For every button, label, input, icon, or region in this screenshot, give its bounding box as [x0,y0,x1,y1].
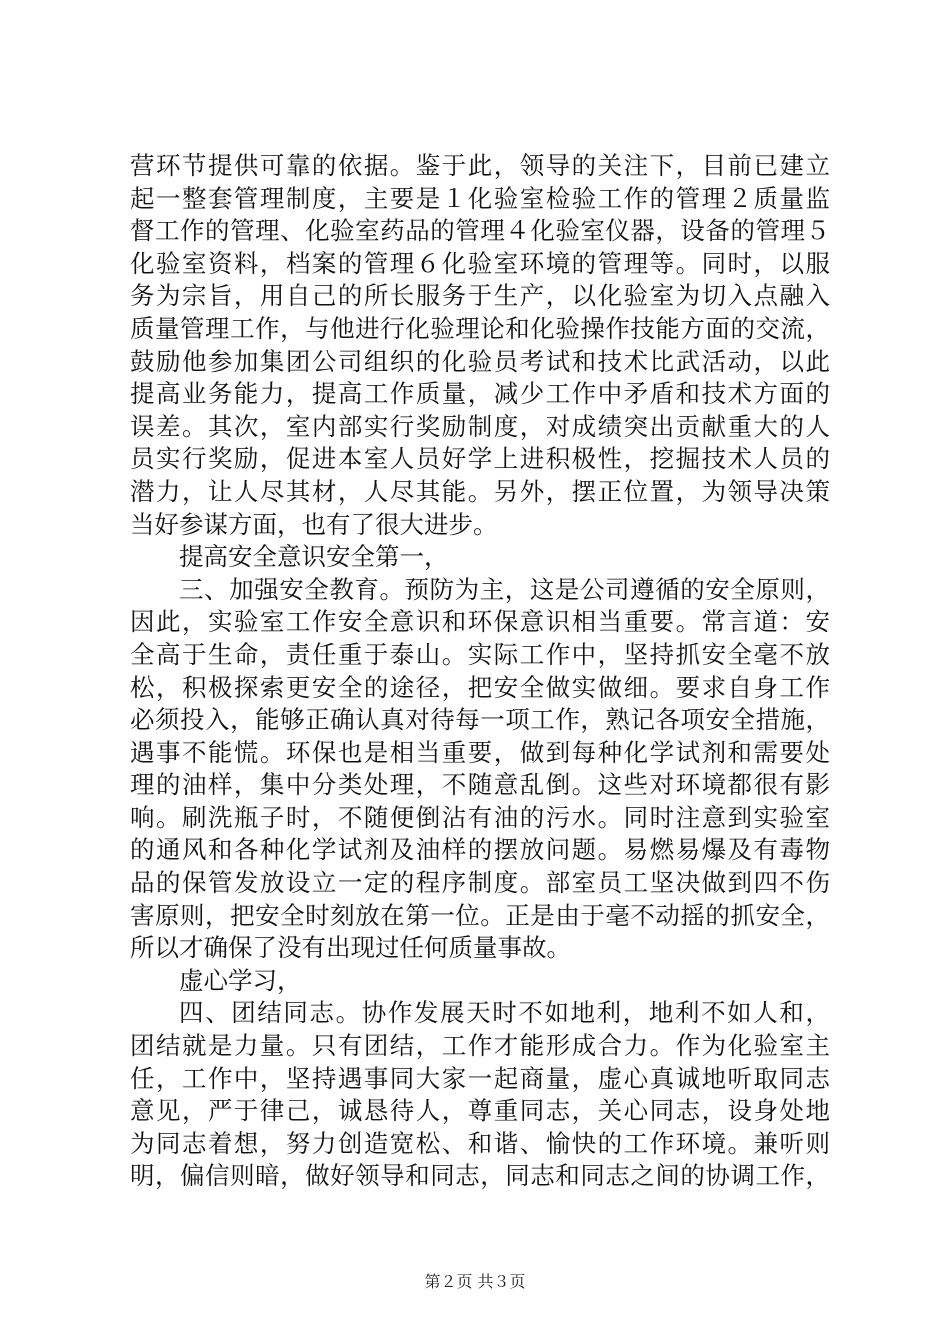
text-line: 响。刷洗瓶子时，不随便倒沾有油的污水。同时注意到实验室 [130,802,830,832]
text-line: 所以才确保了没有出现过任何质量事故。 [130,933,571,963]
text-line: 员实行奖励，促进本室人员好学上进积极性，挖掘技术人员的 [130,444,830,474]
heading-line: 虚心学习， [179,965,302,995]
text-line: 遇事不能慌。环保也是相当重要，做到每种化学试剂和需要处 [130,737,830,767]
text-line: 理的油样，集中分类处理，不随意乱倒。这些对环境都很有影 [130,770,830,800]
text-line: 潜力，让人尽其材，人尽其能。另外，摆正位置，为领导决策 [130,476,830,506]
heading-line: 提高安全意识安全第一， [179,542,449,572]
text-line: 的通风和各种化学试剂及油样的摆放问题。易燃易爆及有毒物 [130,835,830,865]
text-line: 团结就是力量。只有团结，工作才能形成合力。作为化验室主 [130,1031,830,1061]
text-line: 松，积极探索更安全的途径，把安全做实做细。要求自身工作 [130,672,830,702]
text-line: 务为宗旨，用自己的所长服务于生产，以化验室为切入点融入 [130,281,830,311]
text-line: 当好参谋方面，也有了很大进步。 [130,509,498,539]
text-line: 任，工作中，坚持遇事同大家一起商量，虚心真诚地听取同志 [130,1063,830,1093]
text-line: 三、加强安全教育。预防为主，这是公司遵循的安全原则， [179,574,830,604]
text-line: 品的保管发放设立一定的程序制度。部室员工坚决做到四不伤 [130,868,830,898]
text-line: 害原则，把安全时刻放在第一位。正是由于毫不动摇的抓安全， [130,900,830,930]
text-line: 提高业务能力，提高工作质量，减少工作中矛盾和技术方面的 [130,379,830,409]
text-line: 起一整套管理制度，主要是１化验室检验工作的管理２质量监 [130,183,830,213]
text-line: 为同志着想，努力创造宽松、和谐、愉快的工作环境。兼听则 [130,1128,830,1158]
text-line: 四、团结同志。协作发展天时不如地利，地利不如人和， [179,998,830,1028]
page-footer [0,1269,950,1292]
text-line: 全高于生命，责任重于泰山。实际工作中，坚持抓安全毫不放 [130,639,830,669]
text-line: 必须投入，能够正确认真对待每一项工作，熟记各项安全措施， [130,705,830,735]
text-line: 误差。其次，室内部实行奖励制度，对成绩突出贡献重大的人 [130,411,830,441]
document-body [130,150,830,1193]
text-line: 明，偏信则暗，做好领导和同志，同志和同志之间的协调工作， [130,1161,830,1191]
text-line: 化验室资料，档案的管理６化验室环境的管理等。同时，以服 [130,248,830,278]
text-line: 意见，严于律己，诚恳待人，尊重同志，关心同志，设身处地 [130,1096,830,1126]
text-line: 鼓励他参加集团公司组织的化验员考试和技术比武活动，以此 [130,346,830,376]
text-line: 因此，实验室工作安全意识和环保意识相当重要。常言道：安 [130,607,830,637]
text-line: 质量管理工作，与他进行化验理论和化验操作技能方面的交流， [130,313,830,343]
text-line: 营环节提供可靠的依据。鉴于此，领导的关注下，目前已建立 [130,151,830,180]
text-line: 督工作的管理、化验室药品的管理４化验室仪器，设备的管理５ [130,216,830,246]
page-number: 第２页 共３页 [424,1272,526,1291]
